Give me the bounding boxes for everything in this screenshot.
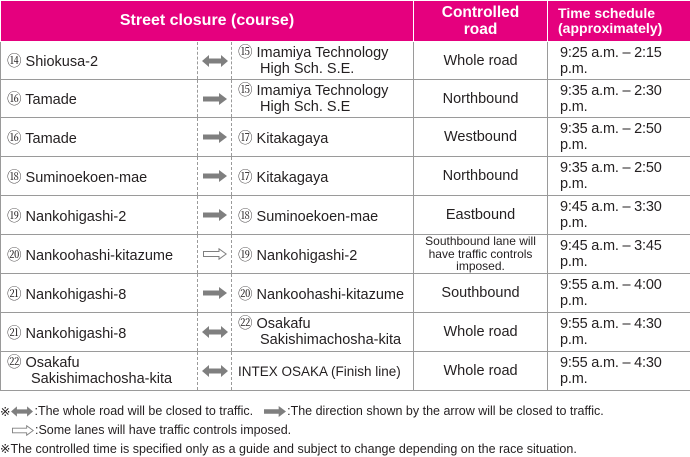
legend-line-2 — [11, 422, 291, 438]
road-cell: Southbound — [414, 274, 548, 313]
road-line3: imposed. — [456, 259, 505, 274]
table-row — [1, 235, 690, 274]
table-row — [1, 80, 690, 118]
legend-line-1 — [0, 403, 604, 419]
to-cell: ⑰ Kitakagaya — [232, 118, 414, 157]
time-cell: 9:25 a.m. – 2:15 p.m. — [548, 42, 690, 80]
to-cell: INTEX OSAKA (Finish line) — [232, 352, 414, 391]
road-line2: have traffic controls — [428, 246, 533, 261]
time-cell: 9:35 a.m. – 2:50 p.m. — [548, 118, 690, 157]
table-row — [1, 352, 690, 391]
from-cell — [1, 352, 198, 391]
note-disclaimer: ※The controlled time is specified only as a guide and subject to change depending on the race situation. — [0, 441, 577, 456]
to-cell: ⑱ Suminoekoen-mae — [232, 196, 414, 235]
to-cell — [232, 313, 414, 352]
to-cell: ⑰ Kitakagaya — [232, 157, 414, 196]
from-cell: ⑳ Nankoohashi-kitazume — [1, 235, 198, 274]
from-cell: ㉑ Nankohigashi-8 — [1, 274, 198, 313]
header-row — [1, 1, 690, 42]
legend-line-3 — [0, 440, 577, 456]
to-line1: ㉒ Osakafu — [238, 316, 311, 332]
right-arrow-icon — [198, 80, 232, 118]
legend-outline-text: :Some lanes will have traffic controls imposed. — [35, 423, 292, 437]
from-cell: ⑲ Nankohigashi-2 — [1, 196, 198, 235]
road-cell: Eastbound — [414, 196, 548, 235]
header-controlled-road — [414, 1, 548, 42]
road-cell: Northbound — [414, 157, 548, 196]
to-line2: Sakishimachosha-kita — [260, 332, 402, 348]
header-road-line2: road — [463, 21, 498, 38]
road-cell: Whole road — [414, 313, 548, 352]
legend-both-text: :The whole road will be closed to traffic. — [34, 404, 254, 418]
to-cell: ⑲ Nankohigashi-2 — [232, 235, 414, 274]
table-row — [1, 313, 690, 352]
double-arrow-icon — [11, 406, 33, 417]
to-cell — [232, 42, 414, 80]
from-line2: Sakishimachosha-kita — [31, 371, 173, 387]
road-cell: Whole road — [414, 352, 548, 391]
right-arrow-icon — [198, 274, 232, 313]
road-cell: Westbound — [414, 118, 548, 157]
time-cell: 9:55 a.m. – 4:00 p.m. — [548, 274, 690, 313]
right-arrow-icon — [198, 118, 232, 157]
double-arrow-icon — [198, 352, 232, 391]
road-cell: Whole road — [414, 42, 548, 80]
road-cell: Northbound — [414, 80, 548, 118]
to-line1: ⑮ Imamiya Technology — [238, 82, 389, 99]
right-arrow-icon — [198, 157, 232, 196]
table-row — [1, 274, 690, 313]
from-line1: ㉒ Osakafu — [7, 355, 80, 371]
double-arrow-icon — [198, 313, 232, 352]
from-cell: ⑭ Shiokusa-2 — [1, 42, 198, 80]
legend-one-text: :The direction shown by the arrow will be closed to traffic. — [287, 404, 604, 418]
from-cell: ⑯ Tamade — [1, 118, 198, 157]
to-cell: ⑳ Nankoohashi-kitazume — [232, 274, 414, 313]
from-cell: ⑯ Tamade — [1, 80, 198, 118]
table-row — [1, 196, 690, 235]
header-road-line1: Controlled — [441, 4, 520, 21]
road-line1: Southbound lane will — [425, 234, 536, 249]
time-cell: 9:55 a.m. – 4:30 p.m. — [548, 352, 690, 391]
right-arrow-icon — [264, 406, 286, 417]
table-row — [1, 118, 690, 157]
to-line2: High Sch. S.E. — [260, 60, 355, 77]
time-cell: 9:35 a.m. – 2:30 p.m. — [548, 80, 690, 118]
to-cell — [232, 80, 414, 118]
outline-arrow-icon — [198, 235, 232, 274]
time-cell: 9:35 a.m. – 2:50 p.m. — [548, 157, 690, 196]
to-line2: High Sch. S.E — [260, 98, 351, 115]
from-cell: ㉑ Nankohigashi-8 — [1, 313, 198, 352]
time-cell: 9:45 a.m. – 3:45 p.m. — [548, 235, 690, 274]
table-row — [1, 42, 690, 80]
outline-arrow-icon — [12, 425, 34, 436]
header-time-schedule — [548, 1, 690, 42]
to-line1: ⑮ Imamiya Technology — [238, 44, 389, 61]
table-row — [1, 157, 690, 196]
road-cell — [414, 235, 548, 274]
double-arrow-icon — [198, 42, 232, 80]
right-arrow-icon — [198, 196, 232, 235]
note-mark: ※ — [0, 404, 11, 419]
from-cell: ⑱ Suminoekoen-mae — [1, 157, 198, 196]
header-time-line2: (approximately) — [558, 20, 663, 36]
time-cell: 9:45 a.m. – 3:30 p.m. — [548, 196, 690, 235]
time-cell: 9:55 a.m. – 4:30 p.m. — [548, 313, 690, 352]
header-time-line1: Time schedule — [558, 5, 656, 21]
header-course: Street closure (course) — [1, 1, 414, 42]
